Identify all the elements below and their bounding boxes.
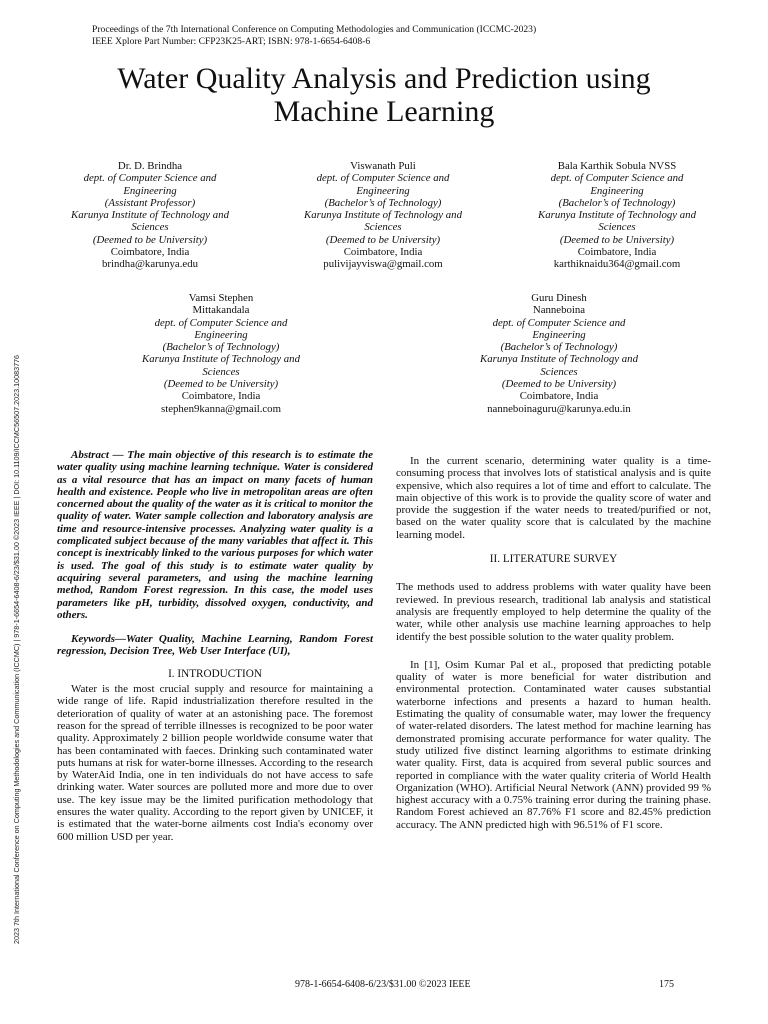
author-dept: Engineering	[590, 184, 644, 197]
author-dept: Engineering	[194, 328, 248, 341]
author-name: Vamsi Stephen	[188, 292, 254, 304]
author-city: Coimbatore, India	[577, 246, 657, 259]
author-dept: dept. of Computer Science and	[83, 172, 217, 185]
author-institute: Karunya Institute of Technology and	[304, 209, 462, 222]
author-role: (Bachelor’s of Technology)	[324, 196, 442, 209]
title-line-1: Water Quality Analysis and Prediction using	[117, 62, 651, 95]
header-line-2: IEEE Xplore Part Number: CFP23K25-ART; ISBN: 978-1-6654-6408-6	[92, 35, 371, 47]
author-role: (Bachelor’s of Technology)	[558, 196, 676, 209]
right-column	[396, 455, 711, 831]
author-dept: dept. of Computer Science and	[316, 172, 450, 185]
author-deemed: (Deemed to be University)	[325, 233, 441, 246]
author-name: Dr. D. Brindha	[117, 160, 183, 172]
doi-side-note: 2023 7th International Conference on Computing Methodologies and Communication (ICCMC) | 978-1-6654-6408-6/23/$31.00 ©2023 IEEE | DOI: 10.1109/ICCMC56507.2023.10083776	[12, 354, 21, 944]
author-dept: dept. of Computer Science and	[550, 172, 684, 185]
footer-code: 978-1-6654-6408-6/23/$31.00 ©2023 IEEE	[295, 979, 471, 990]
section-heading-literature-survey: II. LITERATURE SURVEY	[489, 553, 618, 566]
paper-title	[0, 62, 768, 128]
author-institute: Karunya Institute of Technology and	[142, 353, 300, 366]
header-line-1: Proceedings of the 7th International Conference on Computing Methodologies and Communication (ICCMC-2023)	[92, 24, 537, 35]
author-deemed: (Deemed to be University)	[92, 233, 208, 246]
author-institute: Sciences	[131, 221, 169, 234]
author-block	[121, 292, 321, 415]
author-institute: Karunya Institute of Technology and	[480, 353, 638, 366]
author-dept: dept. of Computer Science and	[154, 316, 288, 329]
author-deemed: (Deemed to be University)	[501, 378, 617, 391]
body-paragraph: The methods used to address problems with water quality have been reviewed. In previous research, traditional lab analysis and statistical analysis are frequently employed to help determine the quality of the water, while other analysis use machine learning approaches to help identify the best possible solution to the water quality problem.	[396, 581, 711, 643]
author-name: Viswanath Puli	[350, 160, 416, 172]
author-institute: Karunya Institute of Technology and	[538, 209, 696, 222]
author-email: stephen9kanna@gmail.com	[161, 402, 281, 415]
author-name: Guru Dinesh	[531, 292, 587, 304]
author-institute: Sciences	[202, 365, 240, 378]
author-institute: Sciences	[598, 221, 636, 234]
body-paragraph: In [1], Osim Kumar Pal et al., proposed that predicting potable quality of water is more beneficial for water distribution and environmental protection. Contaminated water causes substantial waterborne infections and presents a hazard to human health. Estimating the quality of consumable water, may lower the frequency of water-related disorders. The latest method for machine learning has demonstrated promising accurate performance for water quality. The study utilized five distinct learning algorithms to estimate drinking water quality. First, data is acquired from several public sources and reported in compliance with the water quality criteria of World Health Organization (WHO). Artificial Neural Network (ANN) provided 99 % highest accuracy with a 0.75% training error during the training phase. Random Forest achieved an 87.76% F1 score and 82.45% prediction accuracy. The ANN predicted high with 96.51% of F1 score.	[396, 658, 711, 831]
keywords: Keywords—Water Quality, Machine Learning, Random Forest regression, Decision Tree, Web User Interface (UI),	[57, 633, 373, 658]
author-dept: Engineering	[123, 184, 177, 197]
author-email: pulivijayviswa@gmail.com	[323, 258, 443, 271]
author-deemed: (Deemed to be University)	[163, 378, 279, 391]
abstract: Abstract — The main objective of this research is to estimate the water quality using machine learning technique. Water is considered as a vital resource that has an impact on many facets of human health and existence. People who live in metropolitan areas are often concerned about the quality of the water as it is critical to monitor the quality of water. Water sample collection and laboratory analysis are time and resource-intensive processes. Analyzing water quality is a complicated subject because of the many variables that affect it. This concept is inextricably linked to the various purposes for which water is used. The goal of this study is to estimate water quality by acquiring several parameters, and using the machine learning method, Random Forest regression. In this case, the model uses parameters like pH, turbidity, dissolved oxygen, conductivity, and others.	[57, 449, 373, 621]
author-city: Coimbatore, India	[181, 390, 261, 403]
author-email: nanneboinaguru@karunya.edu.in	[487, 402, 631, 415]
author-city: Coimbatore, India	[343, 246, 423, 259]
conference-header	[92, 24, 536, 47]
author-name: Nanneboina	[532, 304, 586, 317]
section-heading-introduction: I. INTRODUCTION	[168, 667, 262, 680]
author-block	[283, 160, 483, 271]
author-city: Coimbatore, India	[110, 246, 190, 259]
author-institute: Sciences	[364, 221, 402, 234]
author-block	[517, 160, 717, 271]
title-line-2: Machine Learning	[273, 95, 495, 128]
left-column	[57, 449, 373, 843]
author-role: (Bachelor’s of Technology)	[500, 341, 618, 354]
author-deemed: (Deemed to be University)	[559, 233, 675, 246]
author-block	[50, 160, 250, 271]
page-number: 175	[659, 979, 674, 990]
author-name: Mittakandala	[192, 304, 250, 317]
body-paragraph: In the current scenario, determining water quality is a time-consuming process that involves lots of statistical analysis and is quite expensive, which also requires a lot of time and effort to calculate. The main objective of this work is to provide the quality score of water and provide the suggestion if the water needs to treated/purified or not, based on the water quality score that is calculated by the machine learning model.	[396, 455, 711, 541]
intro-paragraph: Water is the most crucial supply and resource for maintaining a wide range of life. Rapid industrialization therefore resulted in the deterioration of quality of water at an astonishing pace. The foremost reason for the spread of terrible illnesses is recognized to be poor water quality. Approximately 2 billion people worldwide consume water that has been contaminated with faeces. Drinking such contaminated water puts humans at risk for water-borne illnesses. According to the research by WaterAid India, one in ten individuals do not have access to safe drinking water. Water sources are polluted more and more due to over use. The key issue may be the limited purification methodology that ensures the water quality. According to the report given by UNICEF, it is estimated that the water-borne ailments cost India's economy over 600 million USD per year.	[57, 683, 373, 843]
author-block	[459, 292, 659, 415]
author-institute: Karunya Institute of Technology and	[71, 209, 229, 222]
author-city: Coimbatore, India	[519, 390, 599, 403]
author-dept: Engineering	[356, 184, 410, 197]
author-dept: Engineering	[532, 328, 586, 341]
author-dept: dept. of Computer Science and	[492, 316, 626, 329]
author-email: brindha@karunya.edu	[102, 258, 198, 271]
author-role: (Assistant Professor)	[104, 196, 196, 209]
author-institute: Sciences	[540, 365, 578, 378]
author-name: Bala Karthik Sobula NVSS	[557, 160, 677, 172]
author-email: karthiknaidu364@gmail.com	[553, 258, 681, 271]
author-role: (Bachelor’s of Technology)	[162, 341, 280, 354]
